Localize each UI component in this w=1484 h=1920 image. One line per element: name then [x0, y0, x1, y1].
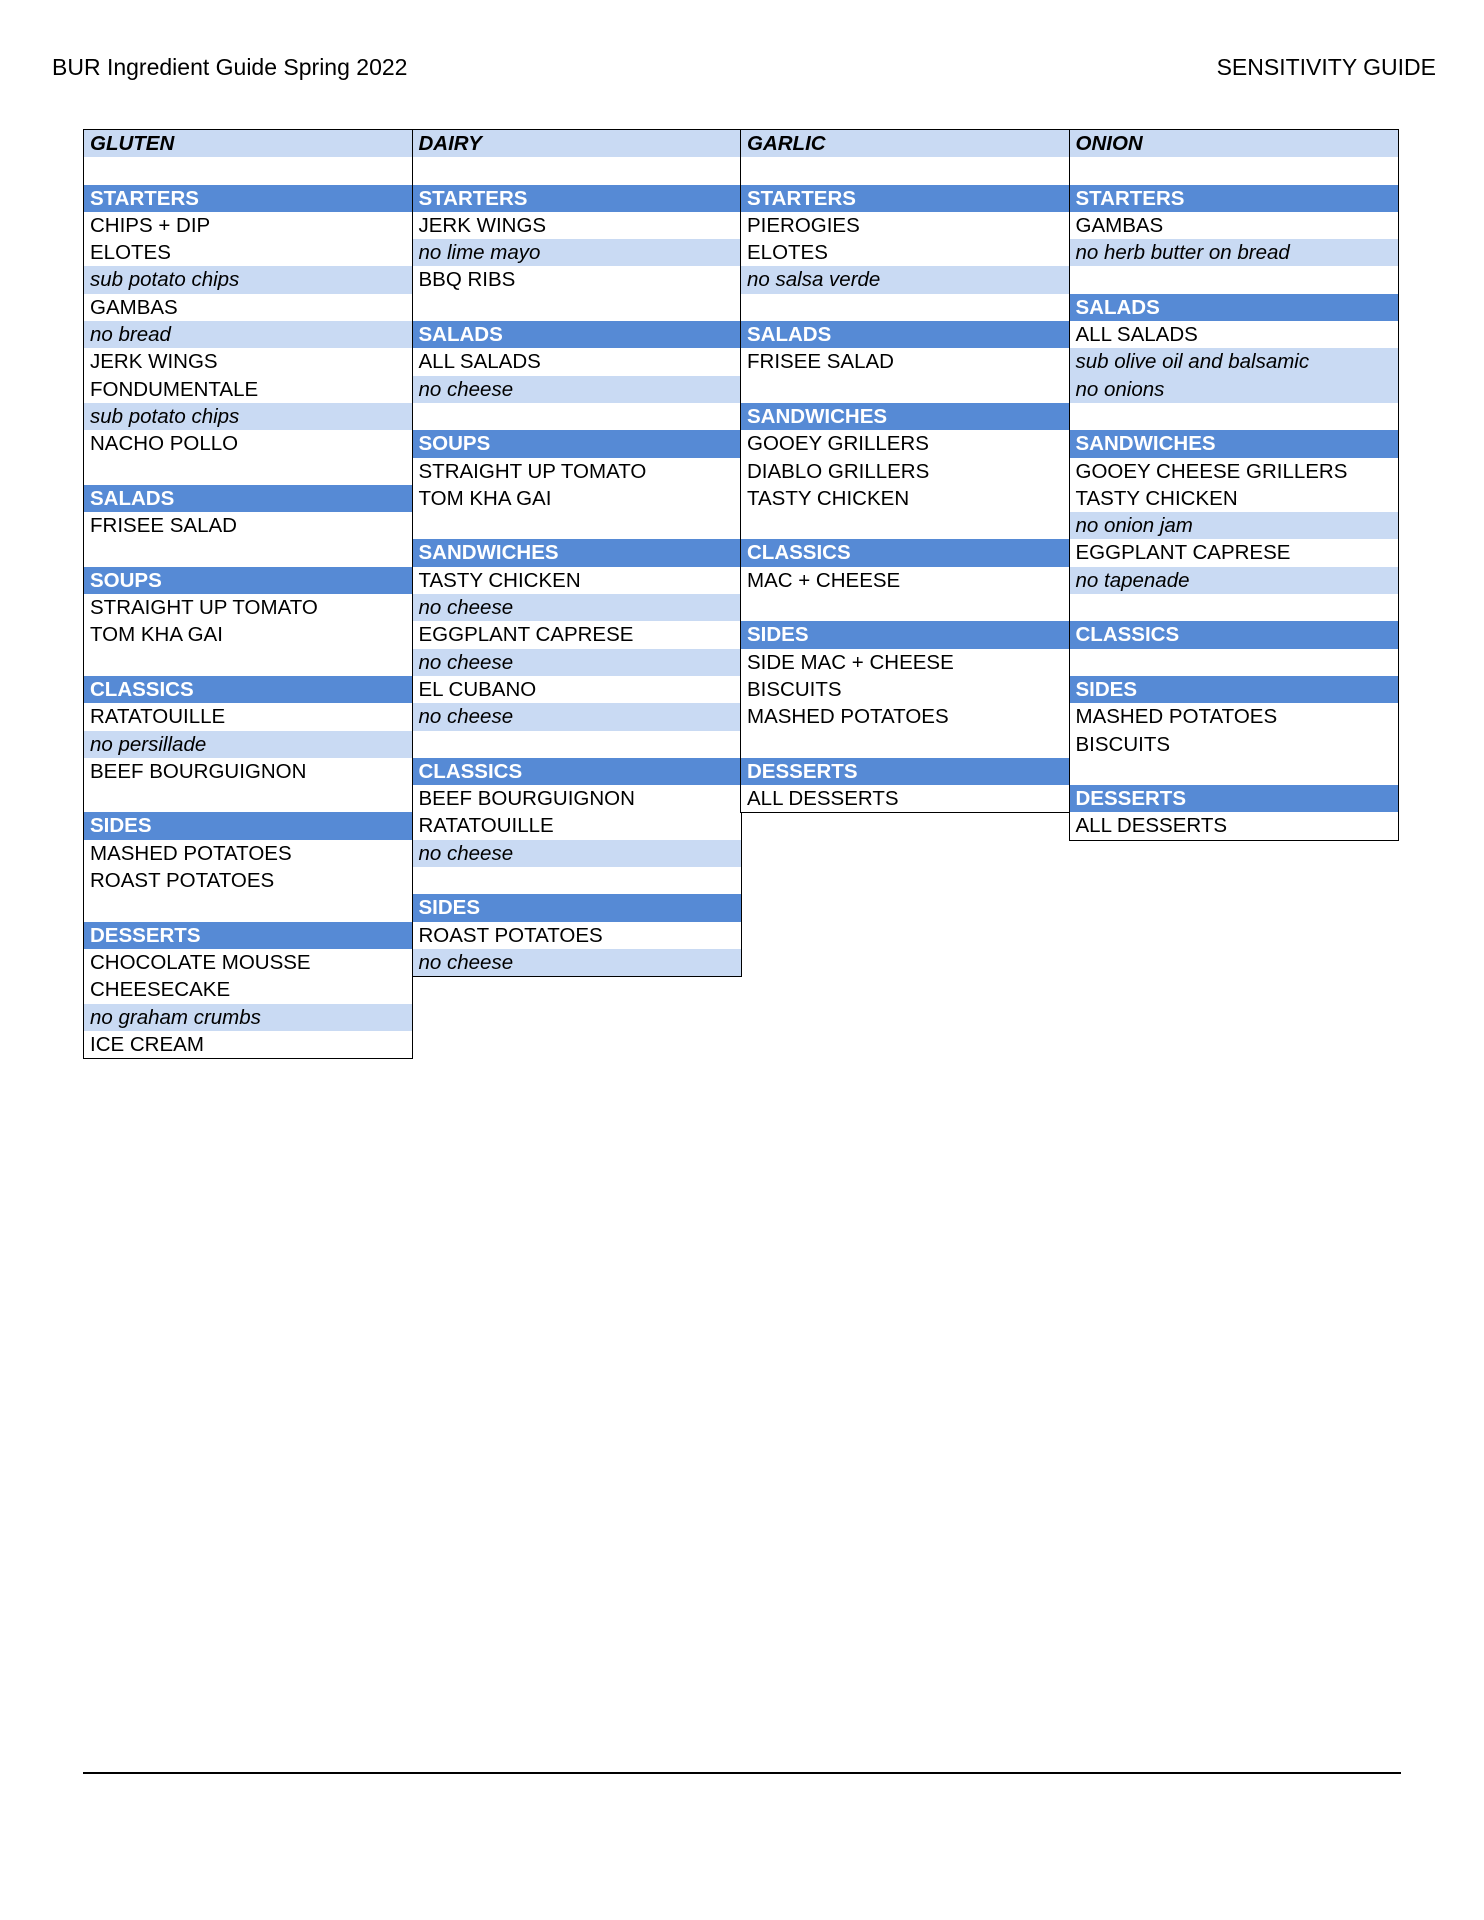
spacer-row: [413, 403, 741, 430]
modification-note: no bread: [84, 321, 412, 348]
modification-note: no cheese: [413, 594, 741, 621]
modification-note: no onions: [1070, 376, 1398, 403]
category-header: SALADS: [413, 321, 741, 348]
column-title-onion: ONION: [1070, 130, 1398, 157]
menu-item: FONDUMENTALE: [84, 376, 412, 403]
modification-note: no tapenade: [1070, 567, 1398, 594]
menu-item: PIEROGIES: [741, 212, 1069, 239]
modification-note: no graham crumbs: [84, 1004, 412, 1031]
menu-item: EGGPLANT CAPRESE: [413, 621, 741, 648]
category-header: CLASSICS: [1070, 621, 1398, 648]
menu-item: DIABLO GRILLERS: [741, 458, 1069, 485]
category-header: DESSERTS: [84, 922, 412, 949]
menu-item: EL CUBANO: [413, 676, 741, 703]
menu-item: CHIPS + DIP: [84, 212, 412, 239]
column-title-gluten: GLUTEN: [84, 130, 412, 157]
menu-item: ELOTES: [741, 239, 1069, 266]
spacer-row: [1070, 594, 1398, 621]
spacer-row: [741, 294, 1069, 321]
category-header: DESSERTS: [741, 758, 1069, 785]
menu-item: TOM KHA GAI: [413, 485, 741, 512]
modification-note: no herb butter on bread: [1070, 239, 1398, 266]
menu-item: ALL DESSERTS: [1070, 812, 1398, 839]
spacer-row: [84, 894, 412, 921]
spacer-row: [1070, 649, 1398, 676]
spacer-row: [741, 512, 1069, 539]
category-header: SOUPS: [84, 567, 412, 594]
menu-item: BEEF BOURGUIGNON: [413, 785, 741, 812]
menu-item: TOM KHA GAI: [84, 621, 412, 648]
category-header: SIDES: [1070, 676, 1398, 703]
column-onion: [1069, 129, 1399, 841]
menu-item: ROAST POTATOES: [413, 922, 741, 949]
category-header: STARTERS: [413, 185, 741, 212]
menu-item: ROAST POTATOES: [84, 867, 412, 894]
category-header: STARTERS: [741, 185, 1069, 212]
footer-divider: [83, 1772, 1401, 1774]
menu-item: MAC + CHEESE: [741, 567, 1069, 594]
category-header: SALADS: [84, 485, 412, 512]
menu-item: ELOTES: [84, 239, 412, 266]
spacer-row: [1070, 157, 1398, 184]
modification-note: no onion jam: [1070, 512, 1398, 539]
spacer-row: [1070, 403, 1398, 430]
menu-item: GOOEY CHEESE GRILLERS: [1070, 458, 1398, 485]
modification-note: no cheese: [413, 949, 741, 976]
modification-note: no cheese: [413, 703, 741, 730]
category-header: SANDWICHES: [741, 403, 1069, 430]
category-header: SALADS: [1070, 294, 1398, 321]
menu-item: RATATOUILLE: [413, 812, 741, 839]
spacer-row: [741, 157, 1069, 184]
menu-item: NACHO POLLO: [84, 430, 412, 457]
modification-note: no cheese: [413, 376, 741, 403]
guide-title: BUR Ingredient Guide Spring 2022: [52, 54, 408, 80]
menu-item: ALL SALADS: [1070, 321, 1398, 348]
menu-item: MASHED POTATOES: [741, 703, 1069, 730]
menu-item: STRAIGHT UP TOMATO: [413, 458, 741, 485]
category-header: CLASSICS: [741, 539, 1069, 566]
category-header: DESSERTS: [1070, 785, 1398, 812]
category-header: SIDES: [84, 812, 412, 839]
category-header: SANDWICHES: [413, 539, 741, 566]
category-header: SOUPS: [413, 430, 741, 457]
spacer-row: [84, 785, 412, 812]
column-dairy: [412, 129, 742, 977]
menu-item: BISCUITS: [741, 676, 1069, 703]
spacer-row: [413, 867, 741, 894]
category-header: SALADS: [741, 321, 1069, 348]
modification-note: no lime mayo: [413, 239, 741, 266]
menu-item: CHOCOLATE MOUSSE: [84, 949, 412, 976]
menu-item: ALL SALADS: [413, 348, 741, 375]
spacer-row: [741, 731, 1069, 758]
menu-item: CHEESECAKE: [84, 976, 412, 1003]
modification-note: no cheese: [413, 649, 741, 676]
spacer-row: [1070, 266, 1398, 293]
menu-item: MASHED POTATOES: [84, 840, 412, 867]
menu-item: BISCUITS: [1070, 731, 1398, 758]
sensitivity-table: [83, 129, 1397, 1059]
menu-item: STRAIGHT UP TOMATO: [84, 594, 412, 621]
category-header: STARTERS: [84, 185, 412, 212]
spacer-row: [413, 731, 741, 758]
column-gluten: [83, 129, 413, 1059]
menu-item: JERK WINGS: [413, 212, 741, 239]
menu-item: TASTY CHICKEN: [741, 485, 1069, 512]
menu-item: MASHED POTATOES: [1070, 703, 1398, 730]
modification-note: sub olive oil and balsamic: [1070, 348, 1398, 375]
spacer-row: [741, 376, 1069, 403]
menu-item: SIDE MAC + CHEESE: [741, 649, 1069, 676]
spacer-row: [413, 294, 741, 321]
modification-note: sub potato chips: [84, 266, 412, 293]
menu-item: JERK WINGS: [84, 348, 412, 375]
spacer-row: [84, 649, 412, 676]
modification-note: no cheese: [413, 840, 741, 867]
menu-item: EGGPLANT CAPRESE: [1070, 539, 1398, 566]
spacer-row: [84, 539, 412, 566]
menu-item: GAMBAS: [84, 294, 412, 321]
menu-item: GAMBAS: [1070, 212, 1398, 239]
menu-item: BBQ RIBS: [413, 266, 741, 293]
menu-item: TASTY CHICKEN: [413, 567, 741, 594]
guide-subtitle: SENSITIVITY GUIDE: [1216, 54, 1436, 80]
category-header: SANDWICHES: [1070, 430, 1398, 457]
spacer-row: [741, 594, 1069, 621]
spacer-row: [84, 458, 412, 485]
category-header: SIDES: [741, 621, 1069, 648]
category-header: STARTERS: [1070, 185, 1398, 212]
category-header: CLASSICS: [84, 676, 412, 703]
spacer-row: [84, 157, 412, 184]
menu-item: BEEF BOURGUIGNON: [84, 758, 412, 785]
menu-item: FRISEE SALAD: [741, 348, 1069, 375]
modification-note: no persillade: [84, 731, 412, 758]
menu-item: ALL DESSERTS: [741, 785, 1069, 812]
column-garlic: [740, 129, 1070, 813]
menu-item: GOOEY GRILLERS: [741, 430, 1069, 457]
spacer-row: [413, 512, 741, 539]
menu-item: RATATOUILLE: [84, 703, 412, 730]
column-title-garlic: GARLIC: [741, 130, 1069, 157]
menu-item: FRISEE SALAD: [84, 512, 412, 539]
spacer-row: [1070, 758, 1398, 785]
column-title-dairy: DAIRY: [413, 130, 741, 157]
category-header: CLASSICS: [413, 758, 741, 785]
category-header: SIDES: [413, 894, 741, 921]
spacer-row: [413, 157, 741, 184]
modification-note: sub potato chips: [84, 403, 412, 430]
menu-item: ICE CREAM: [84, 1031, 412, 1058]
modification-note: no salsa verde: [741, 266, 1069, 293]
menu-item: TASTY CHICKEN: [1070, 485, 1398, 512]
